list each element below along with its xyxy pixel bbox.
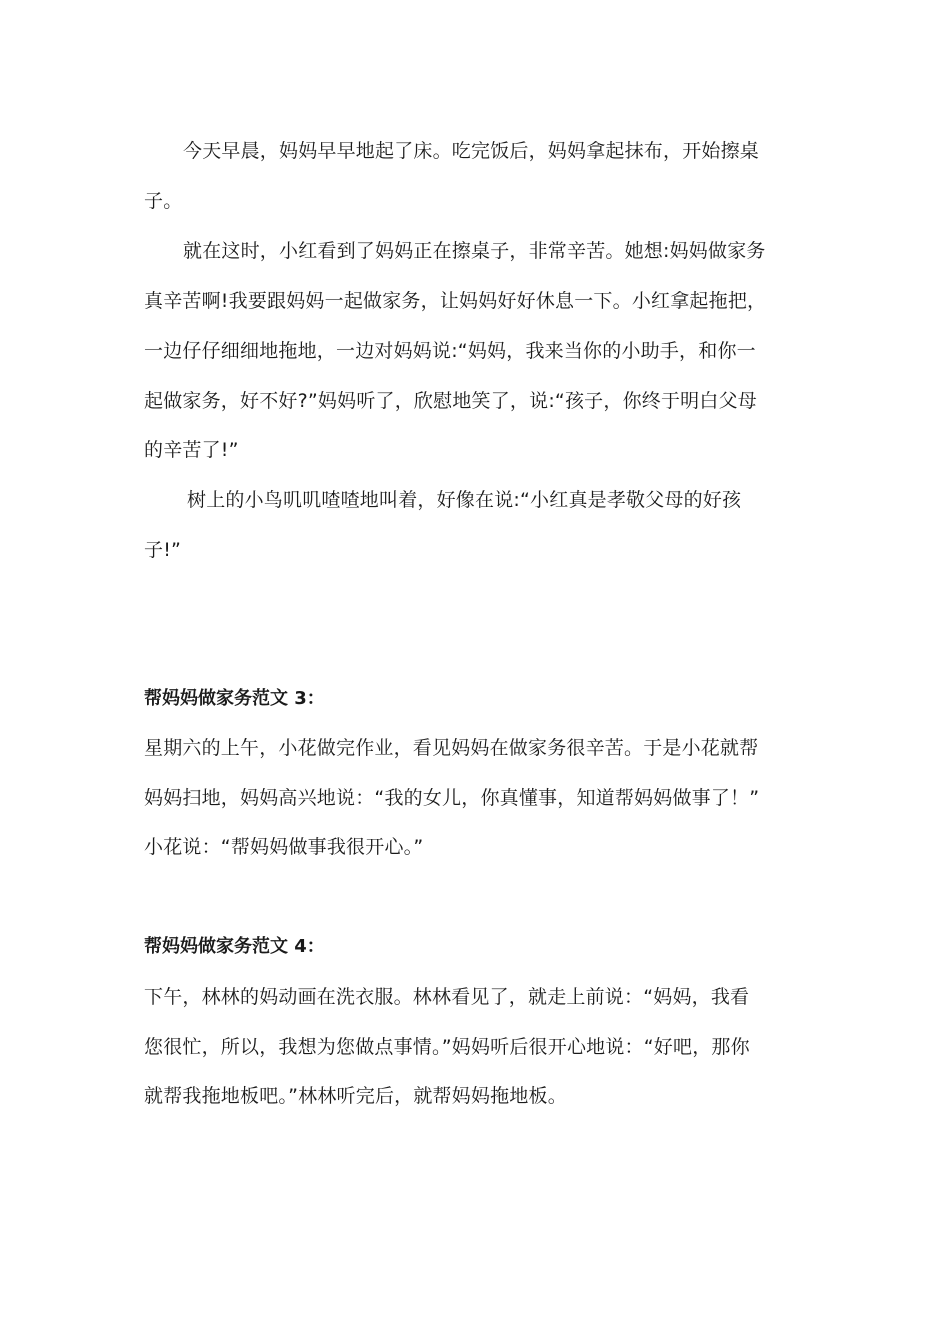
story2-line-4: 真辛苦啊!我要跟妈妈一起做家务，让妈妈好好休息一下。小红拿起拖把， bbox=[144, 290, 767, 312]
essay3-line-3: 小花说：“帮妈妈做事我很开心。” bbox=[144, 836, 424, 858]
essay4-line-3: 就帮我拖地板吧。”林林听完后，就帮妈妈拖地板。 bbox=[144, 1085, 567, 1107]
story2-line-8: 树上的小鸟叽叽喳喳地叫着，好像在说:“小红真是孝敬父母的好孩 bbox=[187, 489, 742, 511]
story2-line-3: 就在这时，小红看到了妈妈正在擦桌子，非常辛苦。她想:妈妈做家务 bbox=[183, 240, 766, 262]
story2-line-2: 子。 bbox=[144, 190, 183, 212]
story2-line-7: 的辛苦了!” bbox=[144, 439, 239, 461]
story2-line-1: 今天早晨，妈妈早早地起了床。吃完饭后，妈妈拿起抹布，开始擦桌 bbox=[183, 140, 760, 162]
story2-line-6: 起做家务，好不好?”妈妈听了，欣慰地笑了，说:“孩子，你终于明白父母 bbox=[144, 390, 757, 412]
essay4-line-2: 您很忙，所以，我想为您做点事情。”妈妈听后很开心地说：“好吧，那你 bbox=[144, 1036, 750, 1058]
essay3-heading: 帮妈妈做家务范文 3： bbox=[144, 688, 325, 709]
essay4-line-1: 下午，林林的妈动画在洗衣服。林林看见了，就走上前说：“妈妈，我看 bbox=[144, 986, 750, 1008]
essay4-heading: 帮妈妈做家务范文 4： bbox=[144, 936, 325, 957]
story2-line-9: 子!” bbox=[144, 539, 182, 561]
essay3-line-2: 妈妈扫地，妈妈高兴地说：“我的女儿，你真懂事，知道帮妈妈做事了！” bbox=[144, 787, 760, 809]
essay3-line-1: 星期六的上午，小花做完作业，看见妈妈在做家务很辛苦。于是小花就帮 bbox=[144, 737, 759, 759]
story2-line-5: 一边仔仔细细地拖地，一边对妈妈说:“妈妈，我来当你的小助手，和你一 bbox=[144, 340, 756, 362]
